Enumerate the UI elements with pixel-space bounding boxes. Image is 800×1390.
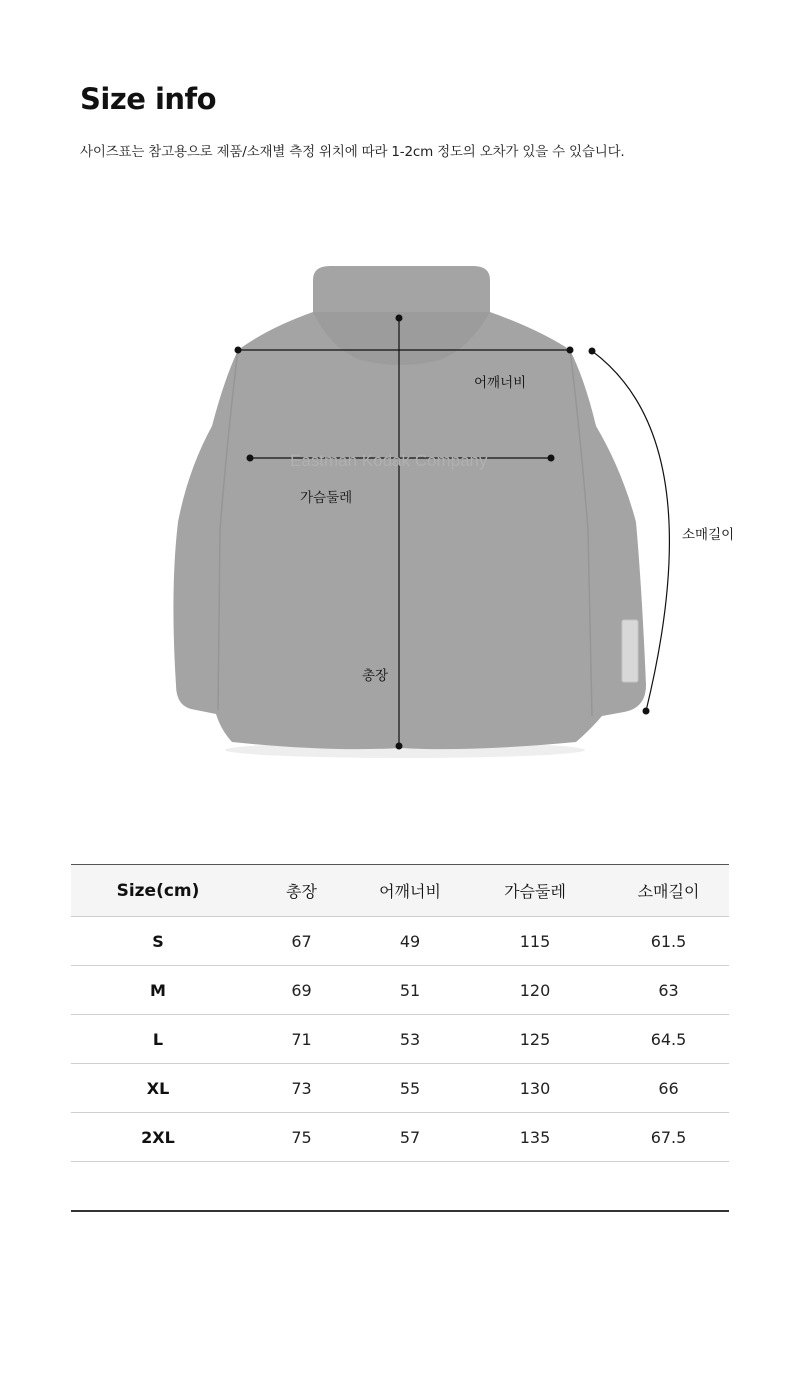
header-length: 총장 bbox=[245, 865, 358, 917]
table-row bbox=[71, 917, 729, 966]
chest-cell: 135 bbox=[462, 1113, 608, 1162]
sleeve-cell: 63 bbox=[608, 966, 729, 1015]
length-cell: 71 bbox=[245, 1015, 358, 1064]
size-cell: XL bbox=[71, 1064, 245, 1113]
sleeve-cell: 64.5 bbox=[608, 1015, 729, 1064]
watermark-text: Eastman Kodak Company bbox=[290, 451, 488, 470]
measurement-diagram bbox=[0, 230, 800, 790]
sleeve-cell: 66 bbox=[608, 1064, 729, 1113]
length-cell: 67 bbox=[245, 917, 358, 966]
length-cell: 75 bbox=[245, 1113, 358, 1162]
shoulder-label: 어깨너비 bbox=[474, 375, 527, 391]
shoulder-point-right bbox=[567, 347, 574, 354]
bottom-divider bbox=[71, 1210, 729, 1212]
shoulder-cell: 55 bbox=[358, 1064, 462, 1113]
size-cell: L bbox=[71, 1015, 245, 1064]
header-chest: 가슴둘레 bbox=[462, 865, 608, 917]
chest-cell: 130 bbox=[462, 1064, 608, 1113]
shoulder-cell: 57 bbox=[358, 1113, 462, 1162]
chest-label: 가슴둘레 bbox=[300, 490, 353, 506]
jacket-illustration bbox=[0, 230, 800, 790]
length-point-top bbox=[396, 315, 403, 322]
size-cell: S bbox=[71, 917, 245, 966]
shoulder-cell: 49 bbox=[358, 917, 462, 966]
sleeve-point-top bbox=[589, 348, 596, 355]
length-label: 총장 bbox=[362, 668, 389, 684]
size-cell: 2XL bbox=[71, 1113, 245, 1162]
table-row bbox=[71, 1113, 729, 1162]
table-row bbox=[71, 1064, 729, 1113]
table-row bbox=[71, 1015, 729, 1064]
sleeve-cell: 67.5 bbox=[608, 1113, 729, 1162]
chest-cell: 115 bbox=[462, 917, 608, 966]
length-cell: 73 bbox=[245, 1064, 358, 1113]
chest-point-right bbox=[548, 455, 555, 462]
length-cell: 69 bbox=[245, 966, 358, 1015]
shoulder-point-left bbox=[235, 347, 242, 354]
sleeve-label: 소매길이 bbox=[682, 527, 735, 543]
sleeve-point-bottom bbox=[643, 708, 650, 715]
page-title: Size info bbox=[80, 82, 217, 116]
shoulder-cell: 53 bbox=[358, 1015, 462, 1064]
size-cell: M bbox=[71, 966, 245, 1015]
header-shoulder: 어깨너비 bbox=[358, 865, 462, 917]
size-table bbox=[71, 864, 729, 1162]
sleeve-cell: 61.5 bbox=[608, 917, 729, 966]
chest-cell: 120 bbox=[462, 966, 608, 1015]
table-row bbox=[71, 966, 729, 1015]
shoulder-cell: 51 bbox=[358, 966, 462, 1015]
header-sleeve: 소매길이 bbox=[608, 865, 729, 917]
header-size: Size(cm) bbox=[71, 865, 245, 917]
size-notice: 사이즈표는 참고용으로 제품/소재별 측정 위치에 따라 1-2cm 정도의 오차가 있을 수 있습니다. bbox=[80, 144, 625, 160]
sleeve-tag bbox=[622, 620, 638, 682]
chest-point-left bbox=[247, 455, 254, 462]
table-header-row bbox=[71, 865, 729, 917]
chest-cell: 125 bbox=[462, 1015, 608, 1064]
length-point-bottom bbox=[396, 743, 403, 750]
